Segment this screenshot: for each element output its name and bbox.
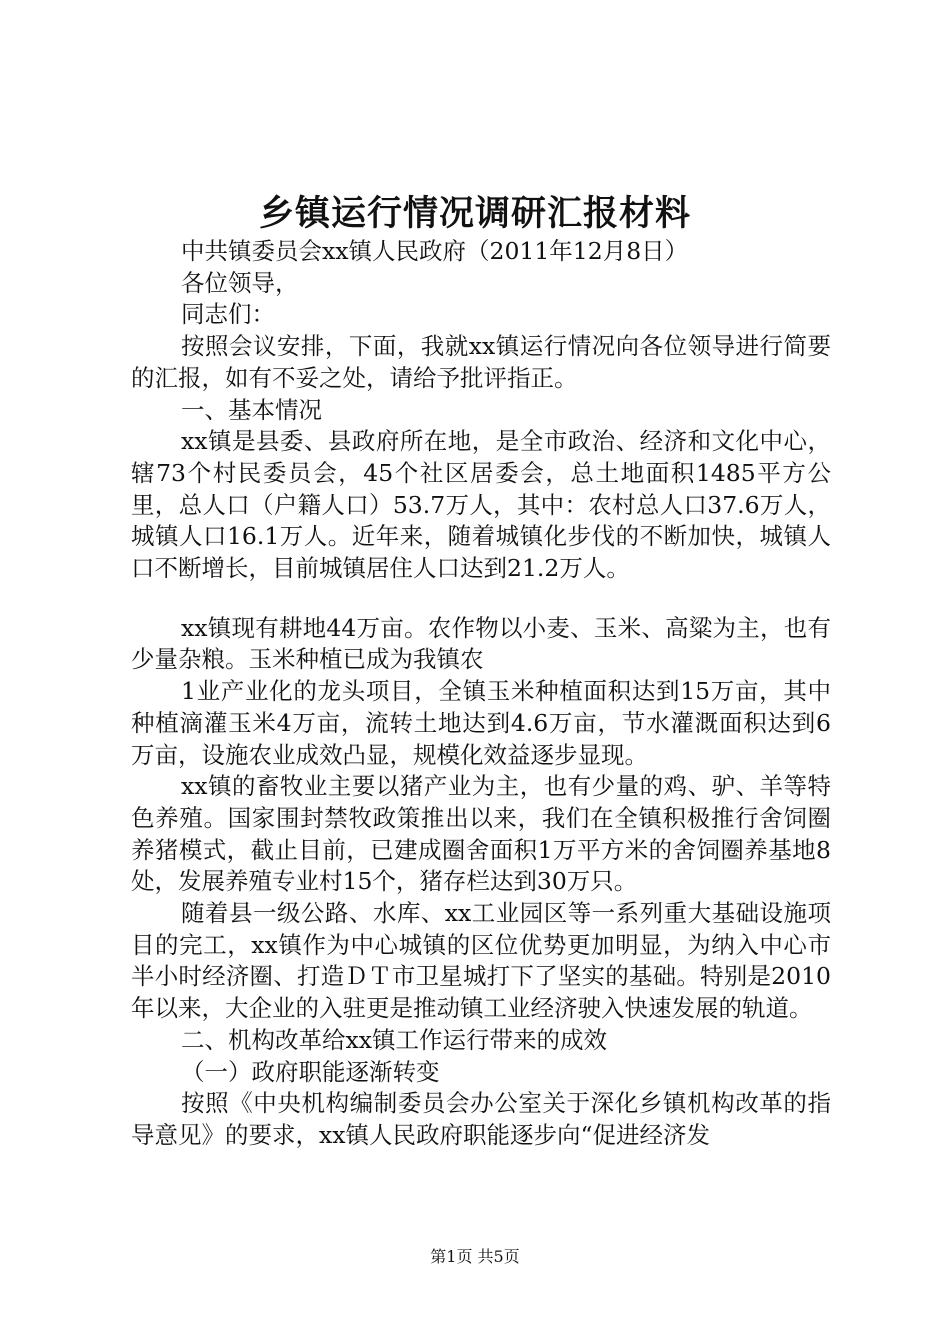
document-paragraph: 按照会议安排，下面，我就xx镇运行情况向各位领导进行简要的汇报，如有不妥之处，请给予批评指正。: [131, 332, 831, 392]
page-footer: 第1页 共5页: [430, 1247, 520, 1266]
document-paragraph: xx镇现有耕地44万亩。农作物以小麦、玉米、高粱为主，也有少量杂粮。玉米种植已成为我镇农: [131, 613, 831, 674]
subsection-heading: （一）政府职能逐渐转变: [181, 1057, 440, 1086]
document-paragraph: 随着县一级公路、水库、xx工业园区等一系列重大基础设施项目的完工，xx镇作为中心城镇的区位优势更加明显，为纳入中心市半小时经济圈、打造ＤＴ市卫星城打下了坚实的基础。特别是2010年以来，大企业的入驻更是推动镇工业经济驶入快速发展的轨道。: [131, 899, 831, 1023]
section-heading: 一、基本情况: [181, 395, 322, 424]
document-paragraph: 1业产业化的龙头项目，全镇玉米种植面积达到15万亩，其中种植滴灌玉米4万亩，流转土地达到4.6万亩，节水灌溉面积达到6万亩，设施农业成效凸显，规模化效益逐步显现。: [131, 677, 831, 769]
document-paragraph: 同志们：: [181, 300, 275, 329]
document-paragraph: 按照《中央机构编制委员会办公室关于深化乡镇机构改革的指导意见》的要求，xx镇人民政府职能逐步向“促进经济发: [131, 1089, 831, 1149]
document-paragraph: 各位领导，: [181, 268, 299, 297]
document-paragraph: xx镇的畜牧业主要以猪产业为主，也有少量的鸡、驴、羊等特色养殖。国家围封禁牧政策推出以来，我们在全镇积极推行舍饲圈养猪模式，截止目前，已建成圈舍面积1万平方米的舍饲圈养基地8处，发展养殖专业村15个，猪存栏达到30万只。: [131, 772, 831, 896]
document-paragraph: xx镇是县委、县政府所在地，是全市政治、经济和文化中心，辖73个村民委员会，45个社区居委会，总土地面积1485平方公里，总人口（户籍人口）53.7万人，其中：农村总人口37.6万人，城镇人口16.1万人。近年来，随着城镇化步伐的不断加快，城镇人口不断增长，目前城镇居住人口达到21.2万人。: [131, 427, 831, 583]
document-title: 乡镇运行情况调研汇报材料: [258, 193, 691, 234]
paragraph-gap: [131, 585, 831, 613]
document-body: [131, 236, 831, 1152]
section-heading: 二、机构改革给xx镇工作运行带来的成效: [181, 1025, 608, 1054]
document-paragraph: 中共镇委员会xx镇人民政府（2011年12月8日）: [181, 237, 689, 265]
